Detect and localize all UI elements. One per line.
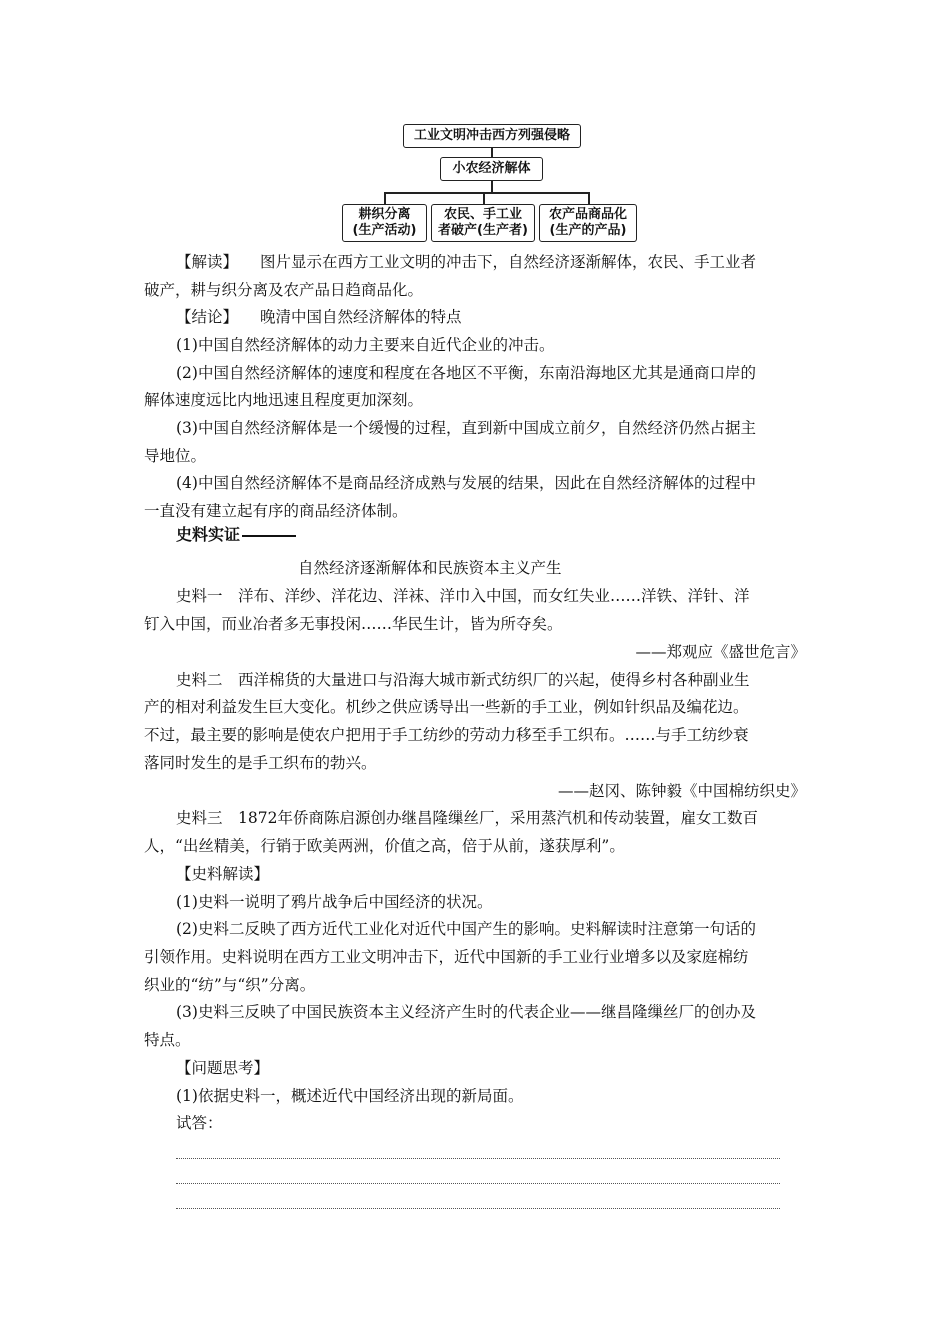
diagram-arrow [491, 148, 493, 157]
section-heading-rule-2 [272, 535, 296, 537]
branch-1-line1: 耕织分离 [358, 207, 411, 222]
source3-line-2: 人，“出丝精美，行销于欧美两洲，价值之高，倍于从前，遂获厚利”。 [144, 837, 625, 855]
conclusion-point-4a: (4)中国自然经济解体不是商品经济成熟与发展的结果，因此在自然经济解体的过程中 [176, 474, 756, 492]
diagram-branch-3 [539, 204, 637, 242]
answer-line-3[interactable] [176, 1208, 780, 1209]
interpretation-point-2c: 织业的“纺”与“织”分离。 [144, 976, 316, 994]
source2-line-1: 史料二 西洋棉货的大量进口与沿海大城市新式纺织厂的兴起，使得乡村各种副业生 [176, 671, 750, 689]
branch-3-line1: 农产品商品化 [548, 207, 627, 222]
question-text: (1)依据史料一，概述近代中国经济出现的新局面。 [176, 1087, 524, 1105]
source2-line-4: 落同时发生的是手工织布的勃兴。 [144, 754, 377, 772]
diagram-branch-right [588, 192, 590, 204]
conclusion-point-4b: 一直没有建立起有序的商品经济体制。 [144, 502, 408, 520]
source1-line-2: 钉入中国，而业冶者多无事投闲……华民生计，皆为所夺矣。 [144, 615, 563, 633]
branch-3-line2: (生产的产品) [549, 223, 627, 238]
branch-1-line2: (生产活动) [352, 223, 417, 238]
interpretation-point-3a: (3)史料三反映了中国民族资本主义经济产生时的代表企业——继昌隆缫丝厂的创办及 [176, 1003, 756, 1021]
reading-label: 【解读】 [176, 253, 239, 271]
section-heading-rule [242, 535, 272, 537]
flow-diagram [340, 120, 640, 250]
evidence-subtitle: 自然经济逐渐解体和民族资本主义产生 [298, 559, 562, 577]
source2-line-2: 产的相对利益发生巨大变化。机纱之供应诱导出一些新的手工业，例如针织品及编花边。 [144, 698, 749, 716]
interpretation-point-2a: (2)史料二反映了西方近代工业化对近代中国产生的影响。史料解读时注意第一句话的 [176, 920, 756, 938]
answer-line-2[interactable] [176, 1183, 780, 1184]
conclusion-point-2b: 解体速度远比内地迅速且程度更加深刻。 [144, 391, 424, 409]
reading-line-2: 破产，耕与织分离及农产品日趋商品化。 [144, 281, 424, 299]
diagram-branch-2 [431, 204, 535, 242]
conclusion-label: 【结论】 [176, 308, 239, 326]
diagram-middle-box: 小农经济解体 [440, 157, 543, 181]
branch-2-line2: 者破产(生产者) [438, 223, 528, 238]
interpretation-point-1: (1)史料一说明了鸦片战争后中国经济的状况。 [176, 893, 493, 911]
reading-text-1: 图片显示在西方工业文明的冲击下，自然经济逐渐解体，农民、手工业者 [260, 253, 757, 271]
reading-line-1 [176, 252, 756, 272]
diagram-branch-1 [342, 204, 427, 242]
diagram-branch-left [384, 192, 386, 204]
section-heading [176, 524, 296, 546]
question-label: 【问题思考】 [176, 1059, 270, 1077]
diagram-top-box: 工业文明冲击西方列强侵略 [403, 124, 581, 148]
branch-2-line1: 农民、手工业 [443, 207, 522, 222]
source1-line-1: 史料一 洋布、洋纱、洋花边、洋袜、洋巾入中国，而女红失业……洋铁、洋针、洋 [176, 587, 750, 605]
diagram-branch-center [483, 192, 485, 204]
conclusion-point-1: (1)中国自然经济解体的动力主要来自近代企业的冲击。 [176, 336, 555, 354]
conclusion-point-3b: 导地位。 [144, 447, 207, 465]
section-heading-text: 史料实证 [176, 525, 241, 544]
answer-label: 试答： [176, 1114, 223, 1132]
source3-line-1: 史料三 1872年侨商陈启源创办继昌隆缫丝厂，采用蒸汽机和传动装置，雇女工数百 [176, 809, 758, 827]
conclusion-point-2a: (2)中国自然经济解体的速度和程度在各地区不平衡，东南沿海地区尤其是通商口岸的 [176, 364, 756, 382]
source2-line-3: 不过，最主要的影响是使农户把用于手工纺纱的劳动力移至手工织布。……与手工纺纱衰 [144, 726, 749, 744]
interpretation-label: 【史料解读】 [176, 865, 270, 883]
answer-line-1[interactable] [176, 1158, 780, 1159]
source1-citation: ——郑观应《盛世危言》 [635, 643, 806, 661]
interpretation-point-2b: 引领作用。史料说明在西方工业文明冲击下，近代中国新的手工业行业增多以及家庭棉纺 [144, 948, 749, 966]
source2-citation: ——赵冈、陈钟毅《中国棉纺织史》 [557, 782, 806, 800]
conclusion-title: 晚清中国自然经济解体的特点 [260, 308, 462, 326]
conclusion-heading [176, 307, 462, 327]
diagram-branch-line [384, 192, 588, 194]
conclusion-point-3a: (3)中国自然经济解体是一个缓慢的过程，直到新中国成立前夕，自然经济仍然占据主 [176, 419, 756, 437]
interpretation-point-3b: 特点。 [144, 1031, 191, 1049]
